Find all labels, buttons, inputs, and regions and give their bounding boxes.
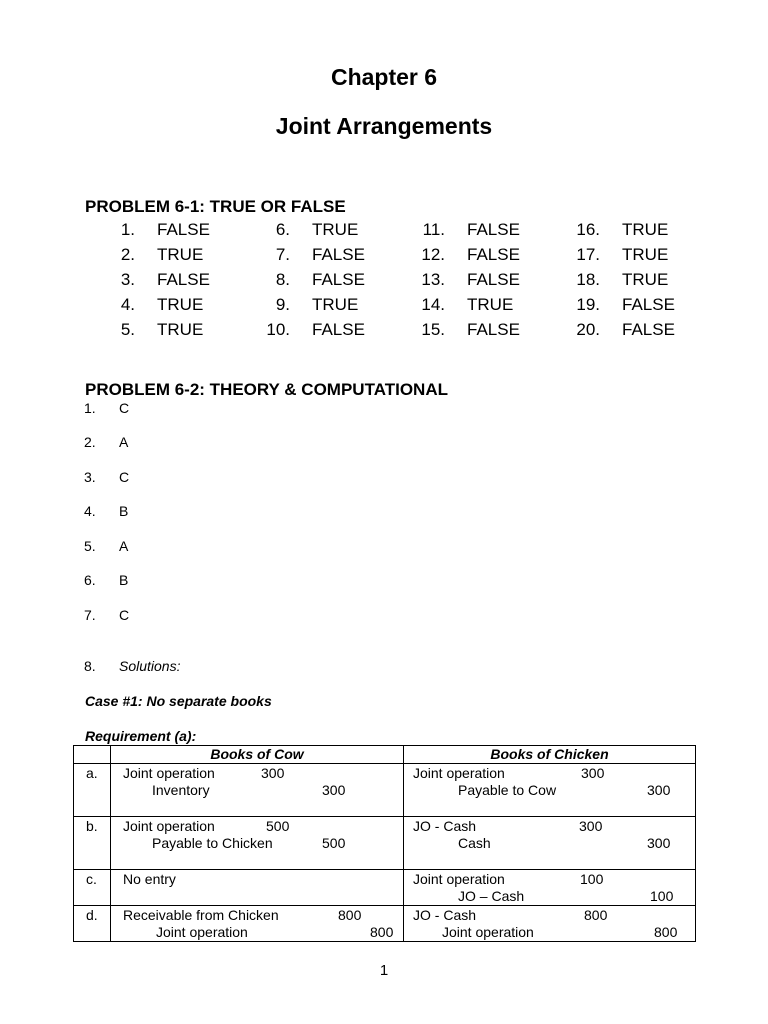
tf-number: 14. — [421, 295, 445, 314]
page-number: 1 — [379, 962, 389, 979]
tf-answer: FALSE — [312, 270, 365, 289]
tf-answer: FALSE — [157, 270, 210, 289]
row-label: d. — [86, 907, 98, 923]
tf-number: 18. — [576, 270, 600, 289]
cow-entry-cell — [111, 817, 404, 870]
tf-answer: TRUE — [157, 320, 204, 339]
mc-number: 4. — [84, 503, 96, 519]
problem-1-heading: PROBLEM 6-1: TRUE OR FALSE — [85, 197, 346, 216]
mc-answer: C — [119, 400, 130, 416]
tf-answer: FALSE — [622, 320, 675, 339]
entry-amount: 500 — [322, 835, 346, 851]
tf-answer: FALSE — [467, 220, 520, 239]
tf-answer: FALSE — [467, 270, 520, 289]
tf-number: 8. — [275, 270, 290, 289]
tf-answer: FALSE — [312, 245, 365, 264]
entry-amount: 100 — [650, 888, 674, 904]
cow-entry-cell — [111, 906, 404, 942]
entry-amount: 100 — [580, 871, 604, 887]
mc-answer: B — [119, 572, 129, 588]
entry-account: JO - Cash — [413, 818, 477, 834]
tf-answer: TRUE — [622, 270, 669, 289]
mc-answer: B — [119, 503, 129, 519]
entry-account: Joint operation — [413, 871, 505, 887]
tf-number: 7. — [275, 245, 290, 264]
header-books-of-cow: Books of Cow — [111, 746, 404, 764]
tf-number: 12. — [421, 245, 445, 264]
tf-number: 1. — [120, 220, 135, 239]
entry-account: No entry — [123, 871, 176, 887]
tf-answer: TRUE — [312, 220, 359, 239]
chicken-entry-cell — [404, 906, 696, 942]
mc-number: 8. — [84, 658, 96, 674]
entry-amount: 500 — [266, 818, 290, 834]
chapter-title: Joint Arrangements — [275, 113, 493, 139]
entry-amount: 300 — [322, 782, 346, 798]
entry-amount: 800 — [654, 924, 678, 940]
tf-answer: FALSE — [622, 295, 675, 314]
tf-number: 19. — [576, 295, 600, 314]
mc-number: 6. — [84, 572, 96, 588]
table-row — [74, 870, 696, 906]
tf-answer: TRUE — [157, 295, 204, 314]
tf-number: 4. — [120, 295, 135, 314]
tf-answer: FALSE — [312, 320, 365, 339]
entry-account: Payable to Cow — [458, 782, 557, 798]
entry-amount: 300 — [581, 765, 605, 781]
mc-answer: A — [119, 434, 129, 450]
entry-account: Receivable from Chicken — [123, 907, 279, 923]
mc-number: 2. — [84, 434, 96, 450]
entry-account: Cash — [458, 835, 491, 851]
solutions-label: Solutions: — [119, 658, 181, 674]
tf-number: 15. — [421, 320, 445, 339]
mc-number: 3. — [84, 469, 96, 485]
tf-number: 13. — [421, 270, 445, 289]
problem-2-heading: PROBLEM 6-2: THEORY & COMPUTATIONAL — [85, 380, 448, 399]
entry-amount: 300 — [579, 818, 603, 834]
tf-number: 6. — [275, 220, 290, 239]
entry-account: Joint operation — [123, 765, 215, 781]
cow-entry-cell — [111, 764, 404, 817]
tf-answer: TRUE — [622, 245, 669, 264]
table-row — [74, 764, 696, 817]
chapter-heading: Chapter 6 — [330, 64, 438, 90]
table-row — [74, 817, 696, 870]
entry-account: Inventory — [152, 782, 210, 798]
tf-answer: FALSE — [157, 220, 210, 239]
entry-amount: 800 — [584, 907, 608, 923]
tf-answer: TRUE — [312, 295, 359, 314]
tf-number: 10. — [266, 320, 290, 339]
table-row — [74, 906, 696, 942]
chicken-entry-cell — [404, 764, 696, 817]
entry-account: Payable to Chicken — [152, 835, 273, 851]
tf-number: 2. — [120, 245, 135, 264]
tf-answer: FALSE — [467, 245, 520, 264]
requirement-heading: Requirement (a): — [85, 728, 197, 744]
row-label: a. — [86, 765, 98, 781]
tf-number: 20. — [576, 320, 600, 339]
row-label: b. — [86, 818, 98, 834]
entry-amount: 800 — [338, 907, 362, 923]
mc-answer: A — [119, 538, 129, 554]
header-label-cell — [74, 746, 111, 764]
tf-number: 16. — [576, 220, 600, 239]
chicken-entry-cell — [404, 817, 696, 870]
chicken-entry-cell — [404, 870, 696, 906]
tf-answer: TRUE — [157, 245, 204, 264]
case-heading: Case #1: No separate books — [85, 693, 272, 709]
tf-number: 9. — [275, 295, 290, 314]
entry-account: Joint operation — [413, 765, 505, 781]
row-label-cell — [74, 817, 111, 870]
row-label-cell — [74, 870, 111, 906]
header-books-of-chicken: Books of Chicken — [404, 746, 696, 764]
entry-account: JO - Cash — [413, 907, 477, 923]
journal-entries-table — [73, 745, 696, 942]
mc-answer: C — [119, 469, 130, 485]
tf-answer: FALSE — [467, 320, 520, 339]
entry-account: Joint operation — [156, 924, 248, 940]
mc-number: 5. — [84, 538, 96, 554]
entry-amount: 300 — [261, 765, 285, 781]
tf-answer: TRUE — [622, 220, 669, 239]
tf-number: 17. — [576, 245, 600, 264]
table-header-row — [74, 746, 696, 764]
mc-number: 7. — [84, 607, 96, 623]
row-label-cell — [74, 764, 111, 817]
mc-answer: C — [119, 607, 130, 623]
entry-account: Joint operation — [442, 924, 534, 940]
entry-amount: 300 — [647, 835, 671, 851]
entry-amount: 800 — [370, 924, 394, 940]
entry-account: Joint operation — [123, 818, 215, 834]
tf-number: 5. — [120, 320, 135, 339]
row-label-cell — [74, 906, 111, 942]
mc-number: 1. — [84, 400, 96, 416]
tf-answer: TRUE — [467, 295, 514, 314]
tf-number: 3. — [120, 270, 135, 289]
entry-account: JO – Cash — [458, 888, 525, 904]
tf-number: 11. — [422, 220, 445, 239]
entry-amount: 300 — [647, 782, 671, 798]
cow-entry-cell — [111, 870, 404, 906]
row-label: c. — [86, 871, 97, 887]
